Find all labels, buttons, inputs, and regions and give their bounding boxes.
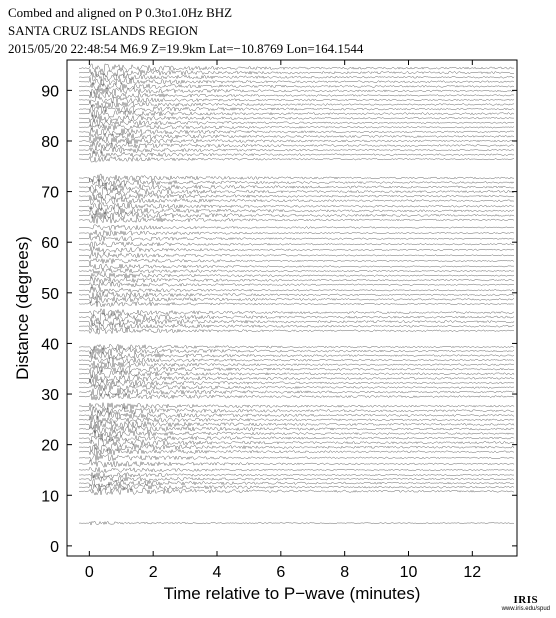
seismogram-trace <box>79 119 514 126</box>
plot-frame <box>67 60 517 556</box>
seismogram-trace <box>79 142 514 149</box>
seismogram-trace <box>79 187 514 196</box>
seismogram-trace <box>79 460 514 467</box>
seismogram-trace <box>79 258 514 263</box>
seismogram-trace <box>79 101 514 108</box>
seismogram-trace <box>79 313 514 322</box>
seismogram-trace <box>79 97 514 103</box>
seismogram-trace <box>79 370 514 378</box>
seismogram-trace <box>79 292 514 299</box>
seismogram-trace <box>79 225 514 230</box>
seismogram-trace <box>79 124 514 130</box>
seismogram-trace <box>79 361 514 368</box>
seismogram-trace <box>79 393 514 400</box>
seismogram-trace <box>79 178 514 186</box>
seismogram-trace <box>79 309 514 316</box>
x-tick-label: 12 <box>463 564 482 581</box>
seismogram-trace <box>79 230 514 236</box>
seismogram-trace <box>79 241 514 247</box>
iris-logo-mark: IRIS <box>513 594 539 606</box>
y-tick-label: 80 <box>41 133 59 151</box>
seismogram-trace <box>79 455 514 462</box>
seismogram-trace <box>79 202 514 210</box>
seismogram-trace <box>79 448 514 456</box>
seismogram-trace <box>79 327 514 334</box>
seismogram-trace <box>79 434 514 441</box>
y-tick-label: 90 <box>41 83 59 101</box>
seismogram-trace <box>79 287 514 293</box>
seismogram-trace <box>79 247 514 253</box>
header-region-line: SANTA CRUZ ISLANDS REGION <box>8 23 198 38</box>
y-tick-label: 70 <box>41 184 59 202</box>
trace-group <box>79 64 514 525</box>
seismogram-trace <box>79 128 514 136</box>
seismogram-trace <box>79 105 514 113</box>
x-tick-label: 10 <box>399 564 418 581</box>
seismogram-trace <box>79 301 514 306</box>
y-tick-label: 30 <box>41 387 59 405</box>
seismogram-trace <box>79 216 514 224</box>
x-axis <box>85 60 481 581</box>
y-tick-label: 10 <box>41 488 59 506</box>
seismogram-trace <box>79 174 514 182</box>
seismogram-trace <box>79 323 514 331</box>
seismogram-trace <box>79 351 514 359</box>
seismogram-trace <box>79 138 514 146</box>
y-tick-label: 0 <box>50 538 59 556</box>
iris-logo <box>502 594 550 612</box>
seismogram-trace <box>79 147 514 154</box>
seismogram-trace <box>79 92 514 99</box>
header-event-line: 2015/05/20 22:48:54 M6.9 Z=19.9km Lat=−10.8769 Lon=164.1544 <box>8 41 364 56</box>
header-processing-line: Combed and aligned on P 0.3to1.0Hz BHZ <box>8 5 233 20</box>
seismogram-trace <box>79 366 514 373</box>
seismogram-trace <box>79 475 514 482</box>
y-tick-label: 20 <box>41 437 59 455</box>
seismogram-trace <box>79 277 514 283</box>
y-tick-label: 60 <box>41 235 59 253</box>
seismogram-trace <box>79 479 514 487</box>
seismogram-trace <box>79 77 514 85</box>
seismogram-trace <box>79 411 514 420</box>
seismogram-trace <box>79 206 514 215</box>
y-tick-label: 50 <box>41 285 59 303</box>
y-axis-label: Distance (degrees) <box>13 236 32 380</box>
seismogram-trace <box>79 115 514 122</box>
seismogram-trace <box>79 235 514 241</box>
x-axis-label: Time relative to P−wave (minutes) <box>163 584 421 603</box>
seismogram-trace <box>79 430 514 437</box>
x-tick-label: 4 <box>212 564 222 581</box>
seismogram-trace <box>79 487 514 495</box>
seismogram-trace <box>79 73 514 81</box>
seismogram-trace <box>79 282 514 288</box>
seismogram-trace <box>79 467 514 473</box>
seismogram-trace <box>79 357 514 364</box>
seismogram-trace <box>79 403 514 410</box>
seismogram-trace <box>79 156 514 162</box>
x-tick-label: 2 <box>148 564 158 581</box>
seismogram-trace <box>79 344 514 350</box>
y-tick-label: 40 <box>41 336 59 354</box>
seismogram-trace <box>79 444 514 452</box>
seismogram-trace <box>79 193 514 200</box>
x-tick-label: 6 <box>276 564 286 581</box>
x-tick-label: 8 <box>340 564 350 581</box>
seismogram-trace <box>79 273 514 279</box>
seismogram-trace <box>79 521 514 525</box>
seismogram-trace <box>79 264 514 270</box>
seismogram-trace <box>79 252 514 258</box>
iris-logo-url: www.iris.edu/spud <box>501 606 550 612</box>
seismogram-trace <box>79 472 514 478</box>
seismogram-trace <box>79 420 514 429</box>
seismogram-trace <box>79 109 514 117</box>
seismogram-trace <box>79 268 514 273</box>
seismogram-trace <box>79 296 514 303</box>
seismogram-trace <box>79 151 514 158</box>
x-tick-label: 0 <box>84 564 94 581</box>
